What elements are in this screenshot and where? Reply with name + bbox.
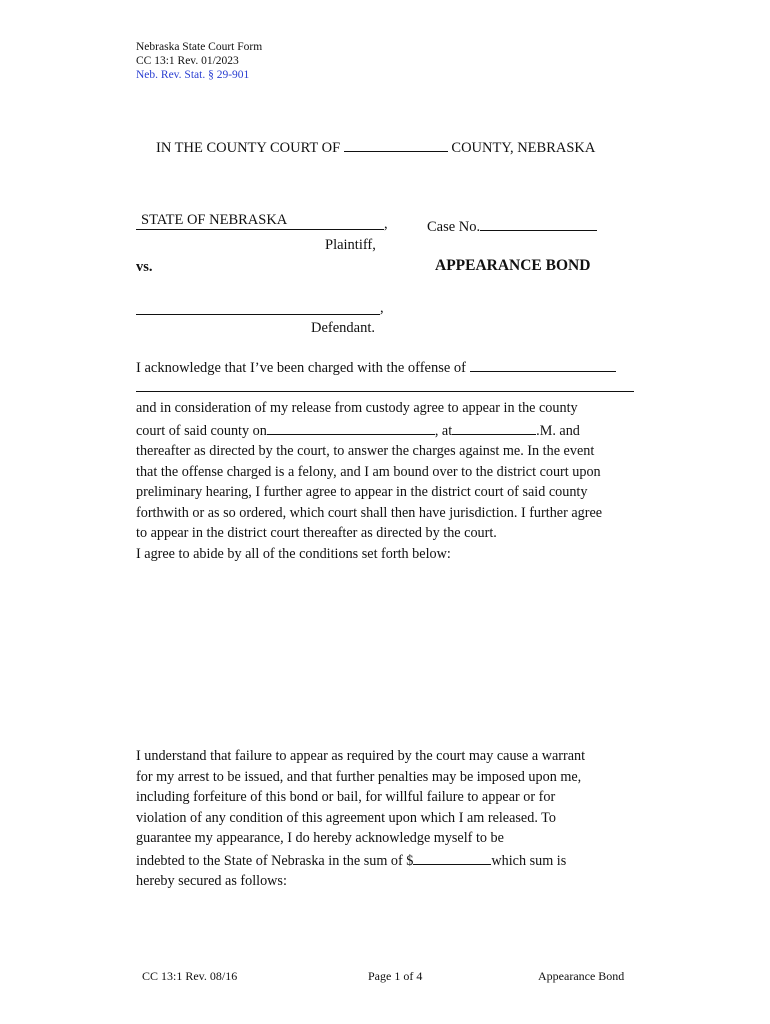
paragraph-line: thereafter as directed by the court, to answer the charges against me. In the event <box>136 443 595 459</box>
case-number-field[interactable] <box>480 215 597 231</box>
acknowledge-text: I acknowledge that I’ve been charged with the offense of <box>136 360 467 376</box>
statute-link[interactable]: Neb. Rev. Stat. § 29-901 <box>136 69 250 81</box>
court-suffix: COUNTY, NEBRASKA <box>451 140 596 156</box>
paragraph-line: including forfeiture of this bond or bail, for willful failure to appear or for <box>136 789 556 805</box>
paragraph-line: I agree to abide by all of the conditions set forth below: <box>136 545 451 562</box>
appear-time-field[interactable] <box>452 419 536 435</box>
defendant-comma: , <box>380 300 384 316</box>
paragraph-line: violation of any condition of this agreement upon which I am released. To <box>136 809 556 826</box>
appear-date-label: court of said county on <box>136 422 267 439</box>
offense-continuation-line[interactable] <box>136 391 634 392</box>
paragraph-line: guarantee my appearance, I do hereby acknowledge myself to be <box>136 830 504 846</box>
appear-date-field[interactable] <box>267 419 435 435</box>
footer-revision: CC 13:1 Rev. 08/16 <box>142 969 238 983</box>
document-title: APPEARANCE BOND <box>435 257 591 274</box>
plaintiff-name: STATE OF NEBRASKA <box>141 212 288 228</box>
paragraph-line: to appear in the district court thereafter as directed by the court. <box>136 525 497 541</box>
case-no-label: Case No. <box>427 219 481 235</box>
paragraph-line: and in consideration of my release from custody agree to appear in the county <box>136 400 578 416</box>
versus: vs. <box>136 259 153 275</box>
appear-time-label: , at <box>434 422 453 439</box>
failure-paragraph <box>136 746 585 892</box>
bond-amount-field[interactable] <box>413 849 491 865</box>
paragraph-line: preliminary hearing, I further agree to appear in the district court of said county <box>136 484 588 500</box>
acknowledge-line <box>136 356 616 377</box>
paragraph-line: I understand that failure to appear as required by the court may cause a warrant <box>136 748 586 764</box>
paragraph-line <box>136 849 585 872</box>
paragraph-line: forthwith or as so ordered, which court shall then have jurisdiction. I further agree <box>136 504 603 521</box>
defendant-name-field[interactable] <box>136 314 380 315</box>
appear-time-suffix: .M. and <box>536 422 580 439</box>
plaintiff-label: Plaintiff, <box>325 237 376 253</box>
bond-amount-label: indebted to the State of Nebraska in the sum of $ <box>136 852 414 869</box>
footer-title: Appearance Bond <box>538 969 625 983</box>
plaintiff-line <box>136 229 384 230</box>
case-number <box>427 215 597 236</box>
paragraph-line: that the offense charged is a felony, and I am bound over to the district court upon <box>136 463 601 480</box>
footer-page-number: Page 1 of 4 <box>368 969 423 983</box>
release-paragraph <box>136 398 602 564</box>
form-name: Nebraska State Court Form <box>136 41 263 53</box>
county-name-field[interactable] <box>344 136 448 152</box>
bond-amount-suffix: which sum is <box>491 852 567 869</box>
paragraph-line: for my arrest to be issued, and that further penalties may be imposed upon me, <box>136 768 582 785</box>
court-heading <box>156 136 595 157</box>
paragraph-line <box>136 419 602 442</box>
plaintiff-comma: , <box>384 216 388 232</box>
paragraph-line: hereby secured as follows: <box>136 873 287 889</box>
form-revision: CC 13:1 Rev. 01/2023 <box>136 55 239 67</box>
court-prefix: IN THE COUNTY COURT OF <box>156 140 341 156</box>
defendant-label: Defendant. <box>311 320 376 336</box>
offense-field[interactable] <box>470 356 616 372</box>
